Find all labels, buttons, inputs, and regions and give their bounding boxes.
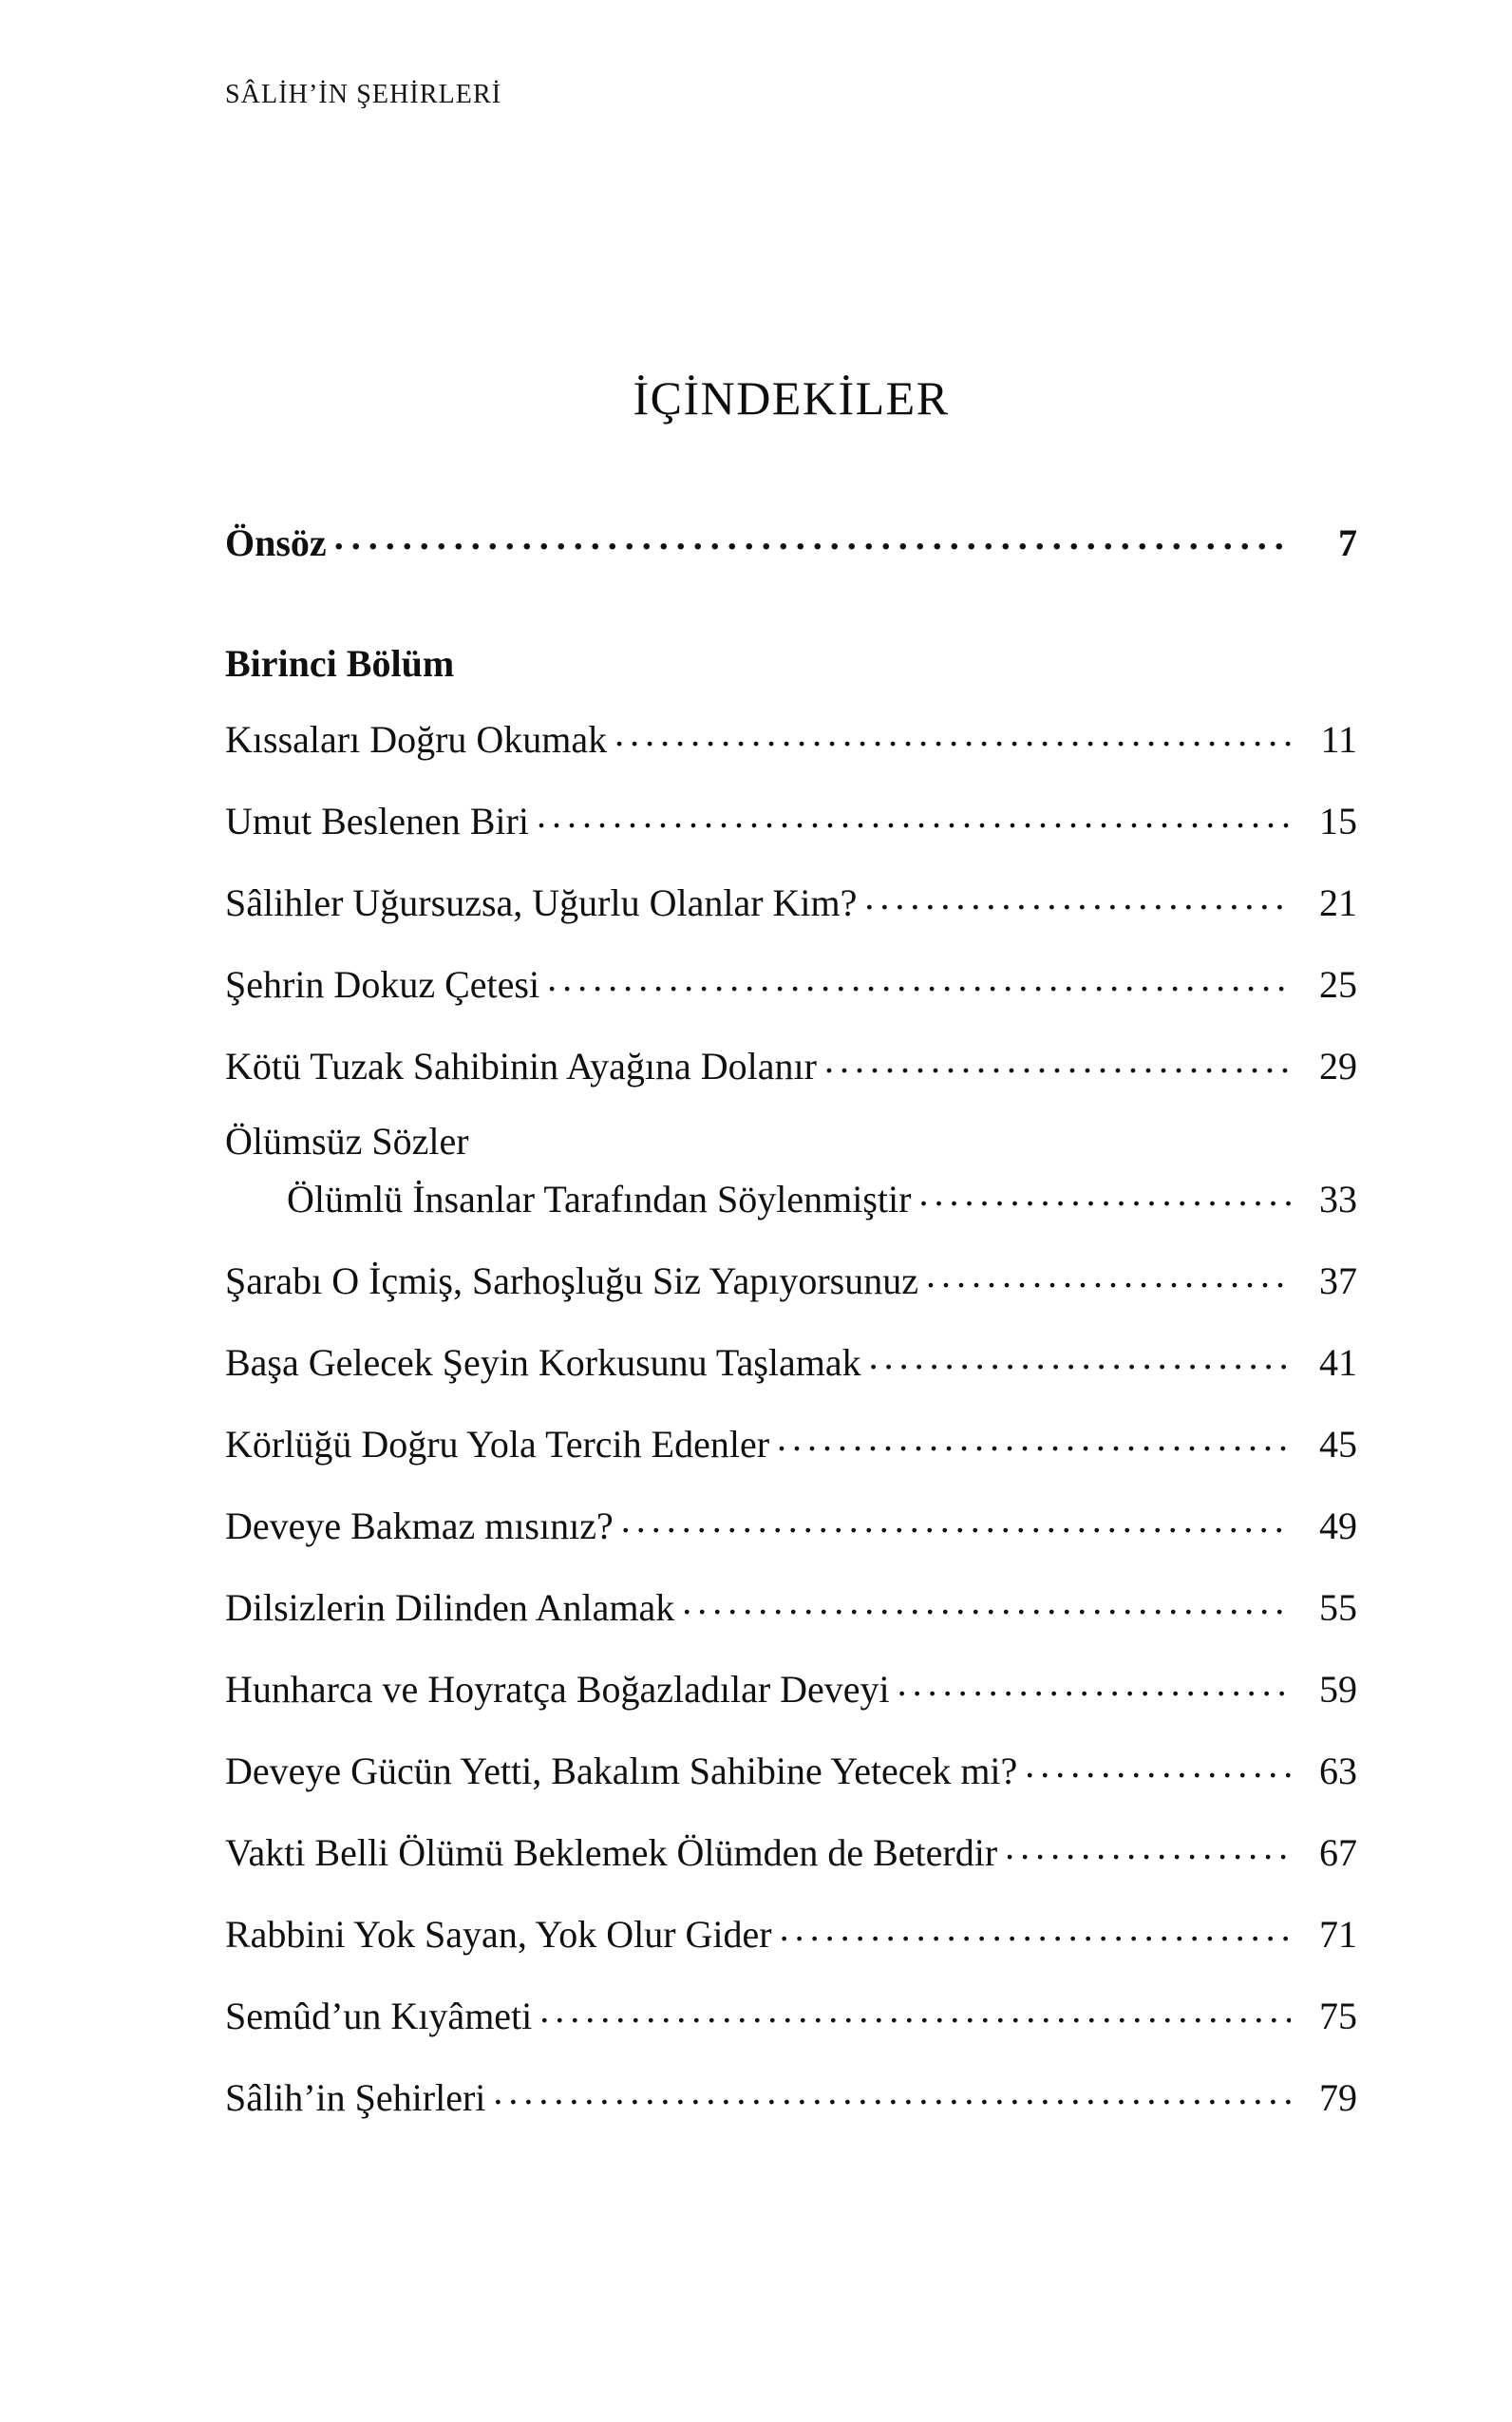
toc-entry-page-number: 11 (1320, 718, 1357, 761)
toc-dot-leader (614, 714, 1291, 752)
toc-entry-page-number: 71 (1319, 1913, 1357, 1956)
toc-entry-page-number: 29 (1319, 1045, 1357, 1088)
toc-entry-label: Umut Beslenen Biri (225, 800, 529, 842)
toc-entry[interactable] (225, 1041, 1357, 1086)
toc-entry-page-number: 79 (1319, 2076, 1357, 2119)
toc-entry[interactable] (225, 2072, 1357, 2117)
toc-dot-leader (898, 1664, 1291, 1702)
toc-entry[interactable] (225, 796, 1357, 841)
toc-dot-leader (777, 1419, 1291, 1457)
toc-entry[interactable] (225, 714, 1357, 759)
toc-dot-leader (926, 1256, 1291, 1294)
toc-entry-list (225, 518, 1357, 2117)
toc-entry[interactable] (225, 1174, 1357, 1219)
toc-entry[interactable] (225, 878, 1357, 922)
toc-entry-page-number: 45 (1319, 1423, 1357, 1466)
toc-entry[interactable] (225, 959, 1357, 1004)
toc-entry-label: Ölümlü İnsanlar Tarafından Söylenmiştir (287, 1178, 912, 1220)
toc-entry[interactable] (225, 1909, 1357, 1954)
toc-entry[interactable] (225, 1991, 1357, 2035)
toc-dot-leader (918, 1174, 1291, 1212)
toc-entry-page-number: 41 (1319, 1341, 1357, 1384)
toc-dot-leader (547, 959, 1291, 997)
toc-entry-page-number: 7 (1338, 521, 1357, 564)
toc-entry[interactable] (225, 1827, 1357, 1872)
toc-entry-label: Deveye Bakmaz mısınız? (225, 1504, 614, 1547)
toc-entry[interactable] (225, 518, 1357, 562)
toc-entry-page-number: 67 (1319, 1831, 1357, 1874)
toc-dot-leader (334, 518, 1291, 556)
toc-entry-label: Önsöz (225, 521, 327, 564)
toc-entry-page-number: 75 (1319, 1995, 1357, 2037)
toc-entry-label: Şehrin Dokuz Çetesi (225, 963, 540, 1006)
toc-entry-label: Birinci Bölüm (225, 642, 455, 685)
toc-entry-page-number: 25 (1319, 963, 1357, 1006)
toc-entry-label: Dilsizlerin Dilinden Anlamak (225, 1586, 675, 1629)
toc-dot-leader (621, 1501, 1291, 1539)
section-spacer (225, 599, 1357, 645)
toc-entry[interactable] (225, 1582, 1357, 1627)
toc-entry-label: Hunharca ve Hoyratça Boğazladılar Deveyi (225, 1668, 890, 1711)
toc-entry-label: Şarabı O İçmiş, Sarhoşluğu Siz Yapıyorsunuz (225, 1259, 918, 1302)
toc-entry-label: Kötü Tuzak Sahibinin Ayağına Dolanır (225, 1045, 817, 1088)
toc-entry-label: Körlüğü Doğru Yola Tercih Edenler (225, 1423, 770, 1466)
running-header: SÂLİH’İN ŞEHİRLERİ (225, 80, 502, 109)
toc-entry[interactable] (225, 1256, 1357, 1300)
toc-dot-leader (864, 878, 1291, 916)
toc-entry[interactable] (225, 1664, 1357, 1709)
toc-entry-page-number: 49 (1319, 1504, 1357, 1547)
toc-dot-leader (780, 1909, 1291, 1947)
toc-entry-page-number: 59 (1319, 1668, 1357, 1711)
toc-entry-label: Başa Gelecek Şeyin Korkusunu Taşlamak (225, 1341, 861, 1384)
toc-dot-leader (1025, 1746, 1291, 1784)
toc-entry[interactable] (225, 1337, 1357, 1382)
toc-entry[interactable] (225, 1120, 1357, 1163)
page-title: İÇİNDEKİLER (633, 371, 950, 425)
toc-dot-leader (539, 1991, 1291, 2029)
toc-entry-label: Deveye Gücün Yetti, Bakalım Sahibine Yetecek mi? (225, 1750, 1018, 1792)
toc-entry[interactable] (225, 1746, 1357, 1790)
toc-entry-page-number: 37 (1319, 1259, 1357, 1302)
toc-entry-label: Ölümsüz Sözler (225, 1120, 469, 1163)
toc-dot-leader (682, 1582, 1291, 1620)
toc-dot-leader (1005, 1827, 1291, 1865)
toc-entry-label: Vakti Belli Ölümü Beklemek Ölümden de Beterdir (225, 1831, 998, 1874)
toc-entry-label: Kıssaları Doğru Okumak (225, 718, 608, 761)
toc-dot-leader (824, 1041, 1291, 1079)
toc-entry-page-number: 21 (1319, 881, 1357, 924)
toc-entry-label: Rabbini Yok Sayan, Yok Olur Gider (225, 1913, 772, 1956)
toc-entry[interactable] (225, 642, 1357, 685)
toc-entry[interactable] (225, 1419, 1357, 1464)
toc-entry-page-number: 33 (1319, 1178, 1357, 1220)
toc-entry-label: Sâlihler Uğursuzsa, Uğurlu Olanlar Kim? (225, 881, 858, 924)
toc-entry-label: Sâlih’in Şehirleri (225, 2076, 486, 2119)
toc-entry-page-number: 55 (1319, 1586, 1357, 1629)
toc-entry[interactable] (225, 1501, 1357, 1545)
toc-entry-page-number: 63 (1319, 1750, 1357, 1792)
toc-entry-page-number: 15 (1319, 800, 1357, 842)
toc-dot-leader (869, 1337, 1291, 1375)
toc-dot-leader (537, 796, 1291, 834)
toc-dot-leader (493, 2072, 1291, 2110)
toc-entry-label: Semûd’un Kıyâmeti (225, 1995, 533, 2037)
table-of-contents (225, 0, 1357, 2154)
